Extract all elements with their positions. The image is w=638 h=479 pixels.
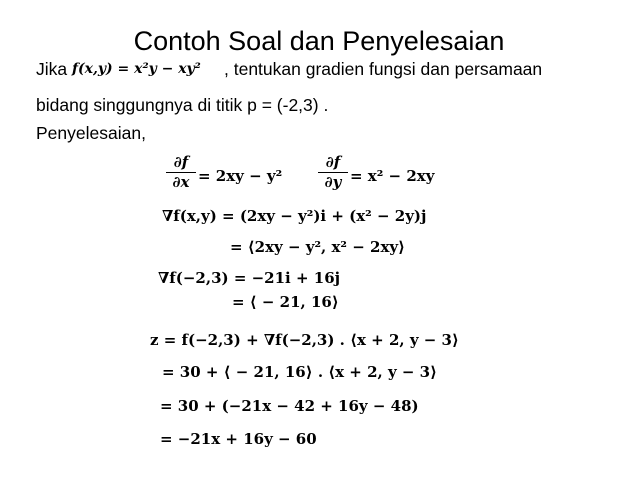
inline-function: f(x,y) = x²y − xy² xyxy=(72,61,201,77)
problem-line-1: , tentukan gradien fungsi dan persamaan xyxy=(224,59,543,79)
partial-x-numerator: ∂f xyxy=(173,153,189,171)
partial-y-numerator: ∂f xyxy=(325,153,341,171)
partial-x-denominator: ∂x xyxy=(172,173,190,191)
plane-line-4: = −21x + 16y − 60 xyxy=(160,430,317,448)
problem-prefix: Jika xyxy=(36,59,68,79)
plane-line-1: z = f(−2,3) + ∇f(−2,3) . ⟨x + 2, y − 3⟩ xyxy=(150,331,459,349)
partial-x-fraction xyxy=(166,154,196,191)
plane-line-2: = 30 + ⟨ − 21, 16⟩ . ⟨x + 2, y − 3⟩ xyxy=(162,363,437,381)
partial-y-result: = x² − 2xy xyxy=(350,167,435,185)
problem-line-2: bidang singgungnya di titik p = (-2,3) . xyxy=(36,95,329,115)
partial-x-result: = 2xy − y² xyxy=(198,167,283,185)
plane-line-3: = 30 + (−21x − 42 + 16y − 48) xyxy=(160,397,419,415)
partial-y-denominator: ∂y xyxy=(324,173,342,191)
partial-y-fraction xyxy=(318,154,348,191)
gradient-line-3: ∇f(−2,3) = −21i + 16j xyxy=(158,269,341,287)
solution-label: Penyelesaian, xyxy=(36,123,146,143)
gradient-line-2: = ⟨2xy − y², x² − 2xy⟩ xyxy=(230,238,405,256)
slide-title: Contoh Soal dan Penyelesaian xyxy=(133,26,505,56)
gradient-line-4: = ⟨ − 21, 16⟩ xyxy=(232,293,339,311)
gradient-line-1: ∇f(x,y) = (2xy − y²)i + (x² − 2y)j xyxy=(162,207,427,225)
